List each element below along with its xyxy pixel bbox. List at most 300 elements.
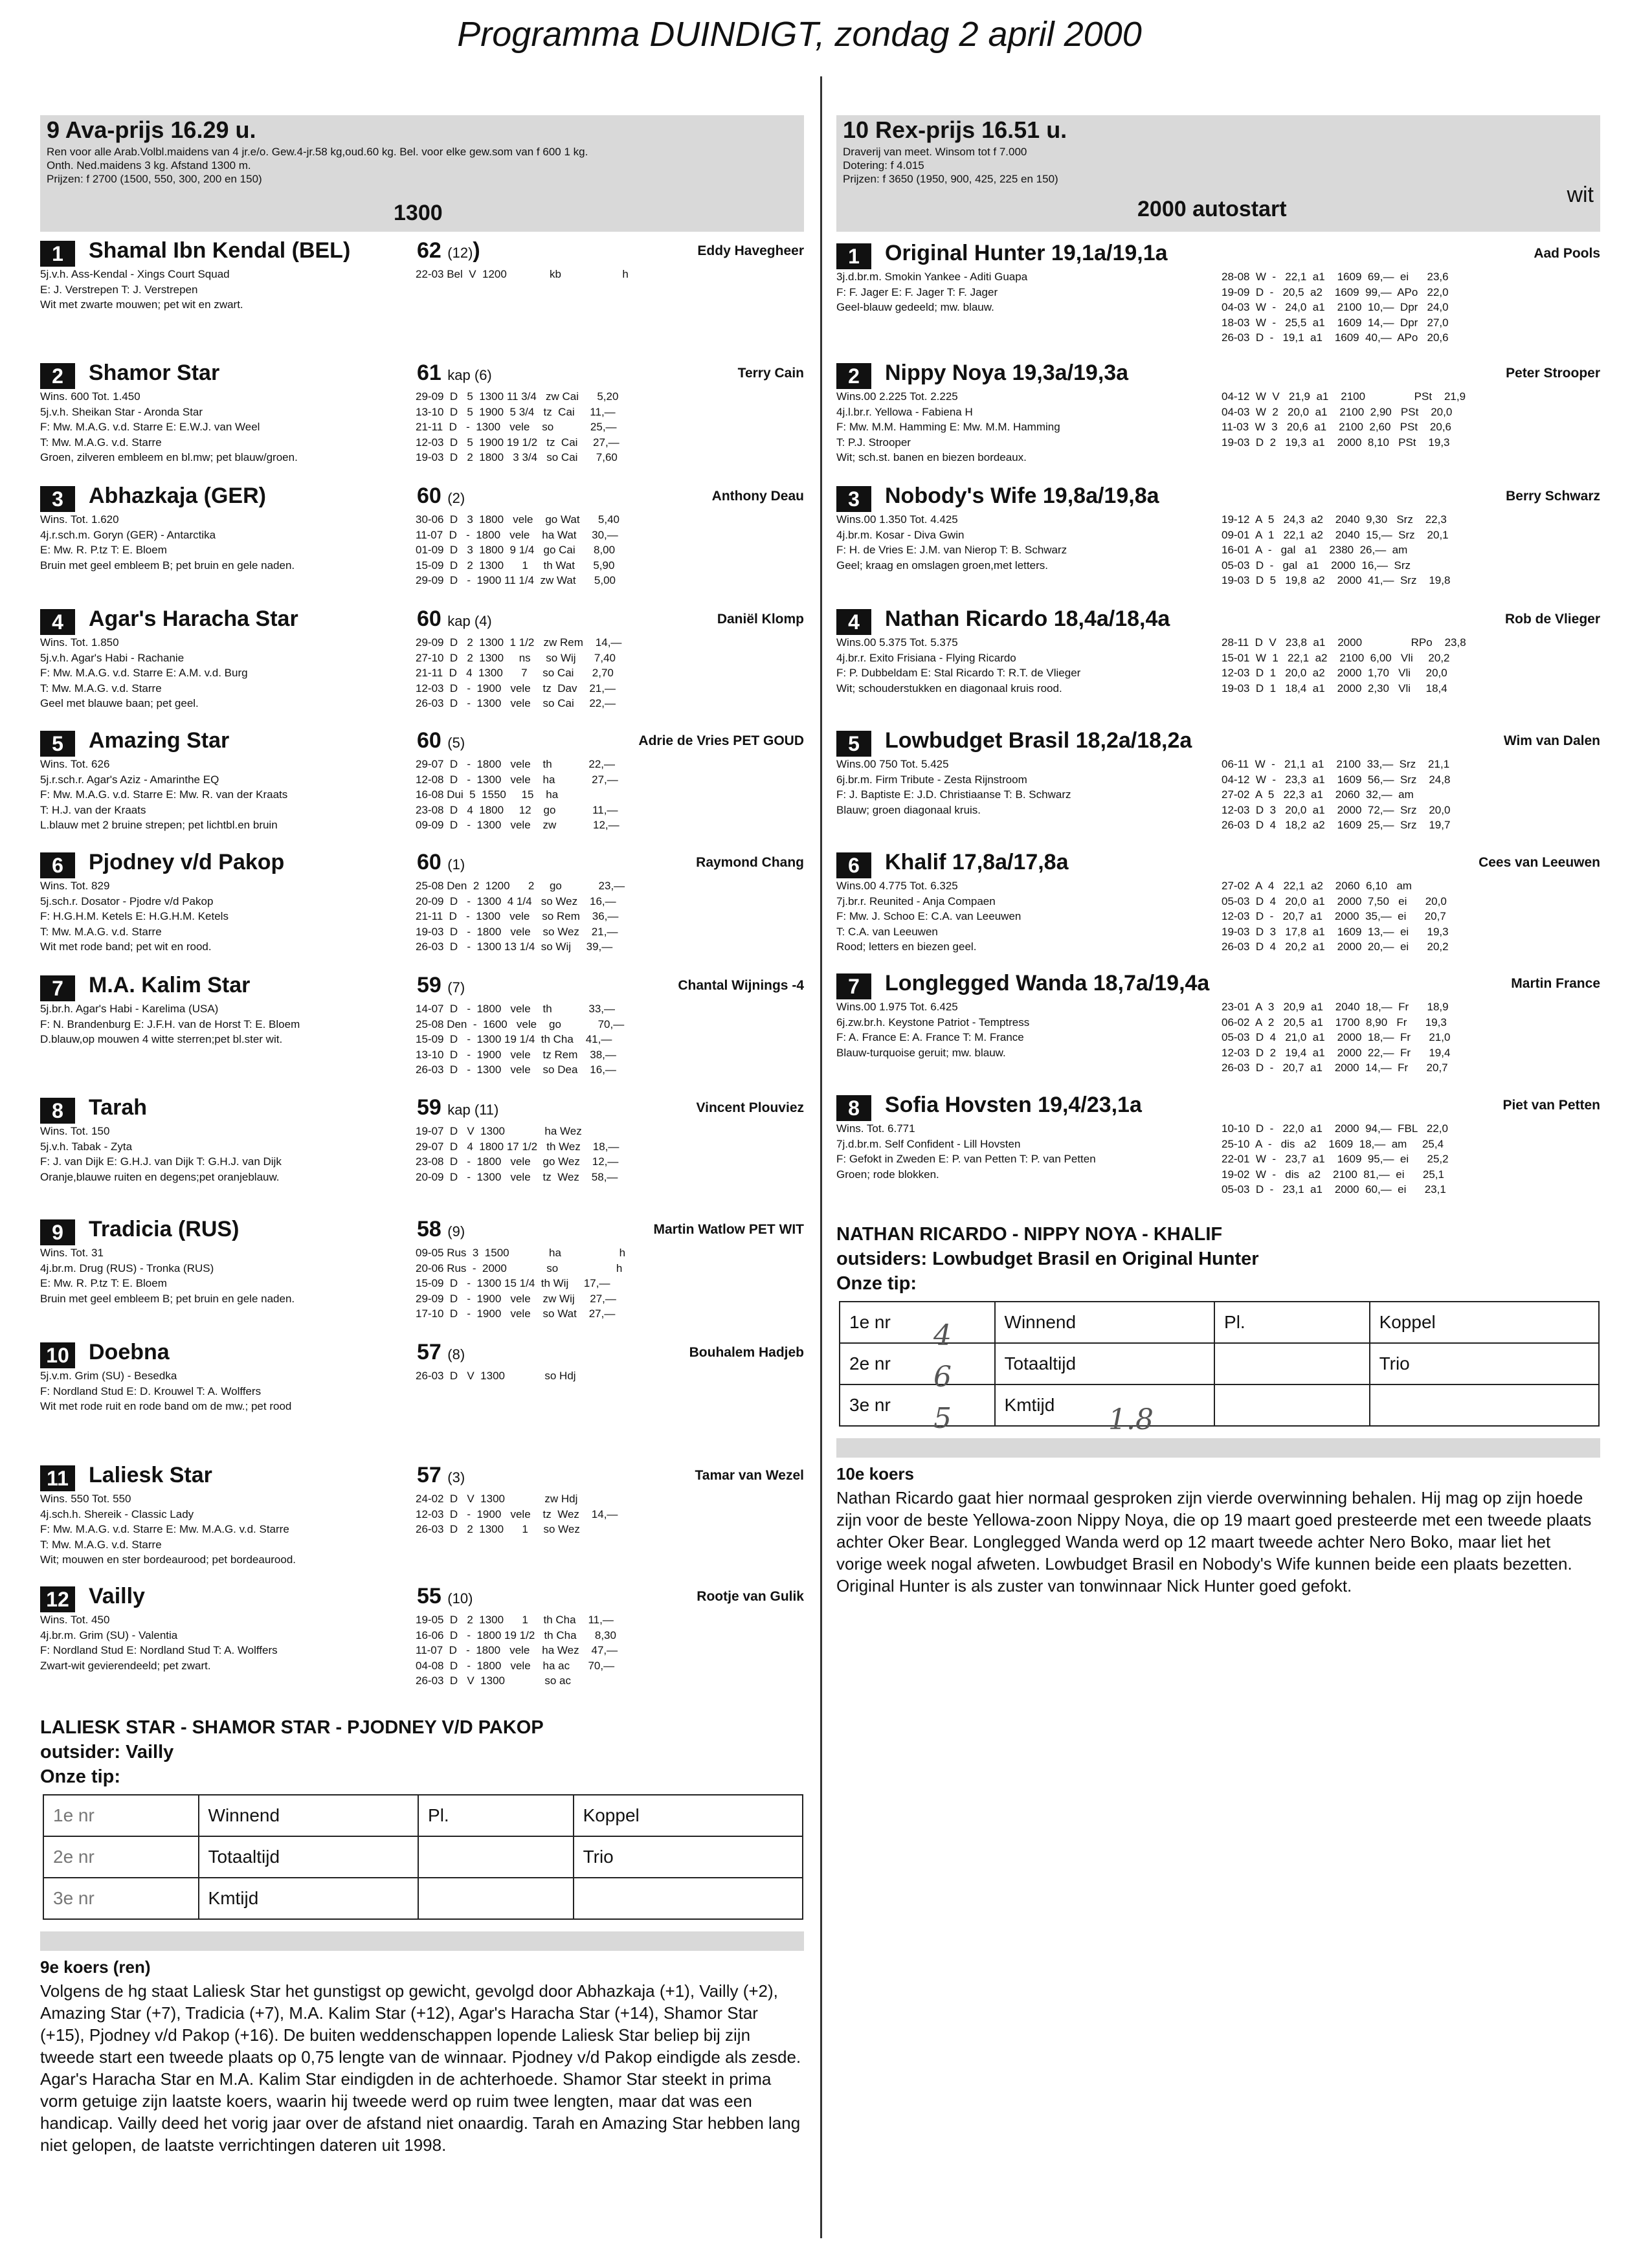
horse-number: 2 <box>40 363 75 389</box>
horse-name: Sofia Hovsten 19,4/23,1a <box>885 1093 1142 1117</box>
jockey-name: Martin Watlow PET WIT <box>653 1222 804 1237</box>
form-row: 29-09 D - 1900 vele zw Wij 27,— <box>416 1292 616 1305</box>
weight <box>417 1217 465 1242</box>
info-line: F: J. van Dijk E: G.H.J. van Dijk T: G.H.J. van Dijk <box>40 1155 282 1168</box>
tip-header: Onze tip: <box>40 1766 121 1787</box>
form-row: 14-07 D - 1800 vele th 33,— <box>416 1003 616 1015</box>
form-row: 05-03 D - 23,1 a1 2000 60,— ei 23,1 <box>1222 1183 1446 1195</box>
form-row: 12-03 D - 20,7 a1 2000 35,— ei 20,7 <box>1222 910 1446 922</box>
form-row: 30-06 D 3 1800 vele go Wat 5,40 <box>416 513 620 526</box>
tip-cell: Pl. <box>418 1795 574 1836</box>
tip-section <box>40 1715 804 2156</box>
form-row: 12-03 D 2 19,4 a1 2000 22,— Fr 19,4 <box>1222 1046 1451 1059</box>
horse-info <box>40 1124 429 1184</box>
info-line: 5j.v.h. Tabak - Zyta <box>40 1140 133 1153</box>
form-table <box>1222 389 1610 450</box>
tip-cell: Totaaltijd <box>199 1836 418 1878</box>
form-row: 21-11 D - 1300 vele so Rem 36,— <box>416 910 619 922</box>
draw-position: (1) <box>447 856 465 873</box>
tip-cell: Winnend <box>199 1795 418 1836</box>
horse-entry <box>836 361 1600 477</box>
tip-outsider: outsiders: Lowbudget Brasil en Original Hunter <box>836 1249 1259 1269</box>
info-line: 6j.br.m. Firm Tribute - Zesta Rijnstroom <box>836 773 1027 786</box>
tip-cell: 2e nr <box>43 1836 199 1878</box>
form-row: 22-01 W - 23,7 a1 1609 95,— ei 25,2 <box>1222 1153 1449 1165</box>
form-row: 10-10 D - 22,0 a1 2000 94,— FBL 22,0 <box>1222 1122 1448 1135</box>
form-row: 17-10 D - 1900 vele so Wat 27,— <box>416 1307 616 1320</box>
horse-number: 2 <box>836 363 871 389</box>
form-table <box>416 1245 804 1322</box>
form-row: 09-01 A 1 22,1 a2 2040 15,— Srz 20,1 <box>1222 528 1449 541</box>
form-row: 23-08 D - 1800 vele go Wez 12,— <box>416 1155 619 1168</box>
form-row: 28-11 D V 23,8 a1 2000 RPo 23,8 <box>1222 636 1466 649</box>
form-row: 29-09 D - 1900 11 1/4 zw Wat 5,00 <box>416 574 616 586</box>
jockey-name: Adrie de Vries PET GOUD <box>638 733 804 748</box>
form-row: 05-03 D 4 20,0 a1 2000 7,50 ei 20,0 <box>1222 895 1447 907</box>
form-row: 15-09 D - 1300 15 1/4 th Wij 17,— <box>416 1277 610 1289</box>
form-row: 26-03 D - 19,1 a1 1609 40,— APo 20,6 <box>1222 331 1449 344</box>
form-row: 04-03 W - 24,0 a1 2100 10,— Dpr 24,0 <box>1222 301 1449 313</box>
form-row: 26-03 D - 1300 vele so Cai 22,— <box>416 697 616 709</box>
tip-cell: Totaaltijd <box>995 1343 1214 1384</box>
form-row: 27-10 D 2 1300 ns so Wij 7,40 <box>416 651 616 664</box>
info-line: Zwart-wit gevierendeeld; pet zwart. <box>40 1659 211 1672</box>
weight <box>417 361 492 386</box>
form-row: 01-09 D 3 1800 9 1/4 go Cai 8,00 <box>416 544 616 556</box>
horse-name: Shamal Ibn Kendal (BEL) <box>89 238 351 263</box>
info-line: Oranje,blauwe ruiten en degens;pet oranjeblauw. <box>40 1170 280 1183</box>
form-row: 18-03 W - 25,5 a1 1609 14,— Dpr 27,0 <box>1222 316 1449 329</box>
info-line: Wins. Tot. 1.620 <box>40 513 119 526</box>
info-line: F: Mw. J. Schoo E: C.A. van Leeuwen <box>836 910 1021 922</box>
info-line: Wit met rode band; pet wit en rood. <box>40 940 212 953</box>
jockey-name: Raymond Chang <box>696 855 804 870</box>
form-table <box>416 512 804 588</box>
horse-entry <box>836 1093 1600 1209</box>
tip-picks: NATHAN RICARDO - NIPPY NOYA - KHALIF <box>836 1224 1223 1245</box>
form-row: 21-11 D 4 1300 7 so Cai 2,70 <box>416 667 614 679</box>
horse-name: Nathan Ricardo 18,4a/18,4a <box>885 606 1170 631</box>
form-row: 19-12 A 5 24,3 a2 2040 9,30 Srz 22,3 <box>1222 513 1447 526</box>
info-line: T: Mw. M.A.G. v.d. Starre <box>40 682 162 695</box>
condition-line: Prijzen: f 2700 (1500, 550, 300, 200 en 150) <box>47 173 262 185</box>
condition-line: Onth. Ned.maidens 3 kg. Afstand 1300 m. <box>47 159 251 172</box>
weight-value: 60 <box>417 606 441 631</box>
jockey-name: Rootje van Gulik <box>697 1589 804 1604</box>
tip-header: Onze tip: <box>836 1273 917 1294</box>
horse-number: 9 <box>40 1219 75 1245</box>
tip-picks: LALIESK STAR - SHAMOR STAR - PJODNEY V/D PAKOP <box>40 1717 544 1738</box>
form-row: 25-08 Den - 1600 vele go 70,— <box>416 1017 625 1030</box>
weight <box>417 973 465 998</box>
info-line: Wins. 550 Tot. 550 <box>40 1493 131 1505</box>
form-row: 19-02 W - dis a2 2100 81,— ei 25,1 <box>1222 1168 1444 1181</box>
horse-info <box>836 1121 1225 1182</box>
form-row: 06-02 A 2 20,5 a1 1700 8,90 Fr 19,3 <box>1222 1016 1447 1028</box>
horse-info <box>836 878 1225 955</box>
horse-entry <box>836 606 1600 723</box>
handwritten-mark: 1.8 <box>1108 1403 1154 1436</box>
form-row: 09-09 D - 1300 vele zw 12,— <box>416 819 620 831</box>
form-row: 12-03 D - 1900 vele tz Wez 14,— <box>416 1507 618 1520</box>
info-line: Groen; rode blokken. <box>836 1168 939 1181</box>
horse-entry <box>40 1340 804 1456</box>
tip-cell: Trio <box>1370 1343 1599 1384</box>
horse-entry <box>836 728 1600 845</box>
separator-bar <box>40 1931 804 1951</box>
info-line: 5j.br.h. Agar's Habi - Karelima (USA) <box>40 1003 219 1015</box>
form-row: 19-09 D - 20,5 a2 1609 99,— APo 22,0 <box>1222 285 1449 298</box>
horse-number: 1 <box>836 243 871 269</box>
form-table <box>1222 1121 1610 1197</box>
tip-cell <box>418 1836 574 1878</box>
info-line: 4j.sch.h. Shereik - Classic Lady <box>40 1507 194 1520</box>
horse-entry <box>40 606 804 723</box>
form-row: 13-10 D - 1900 vele tz Rem 38,— <box>416 1048 616 1061</box>
race-distance: 2000 autostart <box>1137 197 1287 221</box>
draw-position: (12) <box>447 245 473 261</box>
horse-number: 6 <box>40 852 75 878</box>
info-line: T: H.J. van der Kraats <box>40 803 146 816</box>
weight-value: 60 <box>417 850 441 874</box>
form-row: 19-03 D - 1800 vele so Wez 21,— <box>416 925 618 938</box>
form-row: 25-08 Den 2 1200 2 go 23,— <box>416 880 625 892</box>
horse-number: 3 <box>40 486 75 512</box>
tip-cell: 3e nr <box>43 1878 199 1919</box>
form-row: 19-07 D V 1300 ha Wez <box>416 1125 582 1137</box>
form-table <box>1222 878 1610 955</box>
horse-entry <box>40 1095 804 1212</box>
form-row: 19-03 D 1 18,4 a1 2000 2,30 Vli 18,4 <box>1222 682 1447 695</box>
horse-entry <box>40 484 804 600</box>
horse-name: Amazing Star <box>89 728 230 753</box>
weight <box>417 484 465 509</box>
info-line: Wit; mouwen en ster bordeaurood; pet bordeaurood. <box>40 1553 296 1566</box>
horse-info <box>40 1491 429 1568</box>
draw-position: (8) <box>447 1346 465 1362</box>
tip-cell <box>1214 1343 1370 1384</box>
weight <box>417 850 465 875</box>
form-row: 12-03 D 5 1900 19 1/2 tz Cai 27,— <box>416 436 620 449</box>
tip-cell: 3e nr <box>840 1384 995 1426</box>
info-line: E: J. Verstrepen T: J. Verstrepen <box>40 283 198 296</box>
info-line: Geel met blauwe baan; pet geel. <box>40 697 199 709</box>
draw-position: kap (4) <box>447 613 492 629</box>
weight-value: 62 <box>417 238 441 263</box>
weight <box>417 606 492 632</box>
info-line: Wins.00 750 Tot. 5.425 <box>836 758 949 770</box>
tip-cell: Kmtijd <box>995 1384 1214 1426</box>
info-line: Wins. Tot. 6.771 <box>836 1122 915 1135</box>
horse-entry <box>836 484 1600 600</box>
form-row: 16-06 D - 1800 19 1/2 th Cha 8,30 <box>416 1629 616 1641</box>
race-header <box>836 115 1600 232</box>
form-row: 04-12 W - 23,3 a1 1609 56,— Srz 24,8 <box>1222 773 1451 786</box>
form-table <box>416 635 804 711</box>
tip-cell: Koppel <box>1370 1302 1599 1343</box>
horse-name: Nippy Noya 19,3a/19,3a <box>885 361 1129 385</box>
form-table <box>416 267 804 282</box>
horse-name: Original Hunter 19,1a/19,1a <box>885 241 1168 265</box>
tip-cell <box>574 1878 803 1919</box>
form-table <box>416 757 804 833</box>
jockey-name: Tamar van Wezel <box>695 1468 804 1483</box>
horse-name: Nobody's Wife 19,8a/19,8a <box>885 484 1159 508</box>
form-row: 29-09 D 2 1300 1 1/2 zw Rem 14,— <box>416 636 622 649</box>
horse-info <box>836 269 1225 315</box>
trainer-name: Rob de Vlieger <box>1504 612 1600 627</box>
jockey-name: Anthony Deau <box>711 489 804 504</box>
tip-outsider: outsider: Vailly <box>40 1742 174 1762</box>
form-table <box>416 1124 804 1184</box>
horse-number: 8 <box>40 1098 75 1124</box>
info-line: F: J. Baptiste E: J.D. Christiaanse T: B. Schwarz <box>836 788 1071 801</box>
info-line: E: Mw. R. P.tz T: E. Bloem <box>40 1277 167 1289</box>
draw-position: kap (11) <box>447 1102 499 1118</box>
trainer-name: Aad Pools <box>1534 246 1600 261</box>
horse-number: 5 <box>836 731 871 757</box>
form-row: 11-07 D - 1800 vele ha Wez 47,— <box>416 1644 618 1656</box>
race-conditions <box>843 145 1594 186</box>
weight <box>417 238 480 263</box>
info-line: 4j.r.sch.m. Goryn (GER) - Antarctika <box>40 528 216 541</box>
info-line: F: H.G.H.M. Ketels E: H.G.H.M. Ketels <box>40 910 229 922</box>
form-row: 12-03 D - 1900 vele tz Dav 21,— <box>416 682 616 695</box>
horse-info <box>836 999 1225 1060</box>
info-line: Geel; kraag en omslagen groen,met letters. <box>836 559 1048 572</box>
form-row: 20-09 D - 1300 vele tz Wez 58,— <box>416 1170 618 1183</box>
form-table <box>416 1491 804 1537</box>
info-line: Wins. Tot. 626 <box>40 758 110 770</box>
info-line: 5j.v.h. Ass-Kendal - Xings Court Squad <box>40 268 230 280</box>
form-row: 13-10 D 5 1900 5 3/4 tz Cai 11,— <box>416 405 616 418</box>
form-row: 05-03 D 4 21,0 a1 2000 18,— Fr 21,0 <box>1222 1031 1451 1043</box>
form-row: 29-09 D 5 1300 11 3/4 zw Cai 5,20 <box>416 390 619 403</box>
horse-info <box>40 878 429 955</box>
horse-name: Abhazkaja (GER) <box>89 484 266 508</box>
info-line: T: C.A. van Leeuwen <box>836 925 938 938</box>
form-row: 20-09 D - 1300 4 1/4 so Wez 16,— <box>416 895 616 907</box>
horse-name: Longlegged Wanda 18,7a/19,4a <box>885 971 1210 995</box>
form-row: 12-03 D 1 20,0 a2 2000 1,70 Vli 20,0 <box>1222 667 1447 679</box>
info-line: 4j.br.r. Exito Frisiana - Flying Ricardo <box>836 651 1016 664</box>
info-line: Wins. Tot. 1.850 <box>40 636 119 649</box>
race-header <box>40 115 804 232</box>
weight-value: 60 <box>417 728 441 753</box>
info-line: 4j.l.br.r. Yellowa - Fabiena H <box>836 405 973 418</box>
jockey-name: Chantal Wijnings -4 <box>678 978 804 993</box>
trainer-name: Wim van Dalen <box>1503 733 1600 748</box>
form-row: 04-03 W 2 20,0 a1 2100 2,90 PSt 20,0 <box>1222 405 1453 418</box>
info-line: Groen, zilveren embleem en bl.mw; pet blauw/groen. <box>40 451 298 463</box>
info-line: F: Gefokt in Zweden E: P. van Petten T: P. van Petten <box>836 1153 1096 1165</box>
jockey-name: Bouhalem Hadjeb <box>689 1345 804 1360</box>
horse-number: 8 <box>836 1095 871 1121</box>
horse-info <box>40 1612 429 1673</box>
horse-entry <box>40 1584 804 1700</box>
draw-position: (5) <box>447 735 465 751</box>
draw-position: (3) <box>447 1469 465 1485</box>
info-line: 4j.br.m. Kosar - Diva Gwin <box>836 528 965 541</box>
horse-entry <box>836 971 1600 1087</box>
form-row: 19-03 D 2 19,3 a1 2000 8,10 PSt 19,3 <box>1222 436 1450 449</box>
horse-number: 12 <box>40 1586 75 1612</box>
jockey-name: Vincent Plouviez <box>696 1100 804 1115</box>
form-table <box>416 389 804 465</box>
horse-info <box>836 635 1225 696</box>
horse-number: 4 <box>836 609 871 635</box>
form-row: 26-03 D 4 18,2 a2 1609 25,— Srz 19,7 <box>1222 819 1451 831</box>
form-table <box>416 878 804 955</box>
info-line: F: Mw. M.A.G. v.d. Starre E: A.M. v.d. Burg <box>40 667 248 679</box>
weight-value: 58 <box>417 1217 441 1241</box>
form-row: 09-05 Rus 3 1500 ha h <box>416 1247 626 1259</box>
horse-name: Tradicia (RUS) <box>89 1217 240 1241</box>
weight-value: 55 <box>417 1584 441 1608</box>
tip-section <box>836 1222 1600 1597</box>
horse-entry <box>40 728 804 845</box>
form-row: 26-03 D 4 20,2 a1 2000 20,— ei 20,2 <box>1222 940 1449 953</box>
horse-info <box>40 1001 429 1047</box>
handwritten-mark: 6 <box>933 1361 952 1394</box>
horse-info <box>40 512 429 573</box>
form-table <box>1222 635 1610 696</box>
horse-number: 6 <box>836 852 871 878</box>
horse-name: Pjodney v/d Pakop <box>89 850 285 874</box>
tip-form <box>839 1301 1600 1427</box>
horse-name: Doebna <box>89 1340 170 1364</box>
info-line: Blauw-turquoise geruit; mw. blauw. <box>836 1046 1006 1059</box>
weight <box>417 1095 498 1120</box>
column-divider <box>820 76 822 2238</box>
info-line: Wins.00 4.775 Tot. 6.325 <box>836 880 958 892</box>
info-line: Wit; sch.st. banen en biezen bordeaux. <box>836 451 1027 463</box>
form-row: 15-09 D - 1300 19 1/4 th Cha 41,— <box>416 1033 612 1045</box>
horse-name: Lowbudget Brasil 18,2a/18,2a <box>885 728 1192 753</box>
draw-position: kap (6) <box>447 367 492 383</box>
tip-cell: Kmtijd <box>199 1878 418 1919</box>
form-row: 11-07 D - 1800 vele ha Wat 30,— <box>416 528 618 541</box>
form-row: 06-11 W - 21,1 a1 2100 33,— Srz 21,1 <box>1222 758 1450 770</box>
race-name: 10 Rex-prijs 16.51 u. <box>843 117 1067 143</box>
weight-value: 59 <box>417 973 441 997</box>
form-row: 12-03 D 3 20,0 a1 2000 72,— Srz 20,0 <box>1222 803 1451 816</box>
info-line: Wins.00 2.225 Tot. 2.225 <box>836 390 958 403</box>
horse-name: M.A. Kalim Star <box>89 973 251 997</box>
horse-name: Khalif 17,8a/17,8a <box>885 850 1069 874</box>
trainer-name: Piet van Petten <box>1502 1098 1600 1113</box>
horse-entry <box>836 850 1600 966</box>
tip-cell: 1e nr <box>840 1302 995 1343</box>
info-line: T: Mw. M.A.G. v.d. Starre <box>40 925 162 938</box>
horse-name: Agar's Haracha Star <box>89 606 298 631</box>
handwritten-mark: 4 <box>933 1319 952 1352</box>
condition-line: Dotering: f 4.015 <box>843 159 924 172</box>
info-line: Wins. Tot. 31 <box>40 1247 104 1259</box>
horse-name: Shamor Star <box>89 361 220 385</box>
form-table <box>416 1368 804 1384</box>
tip-cell: Koppel <box>574 1795 803 1836</box>
race-distance: 1300 <box>394 201 443 225</box>
tip-cell: Pl. <box>1214 1302 1370 1343</box>
horse-entry <box>40 850 804 966</box>
tip-cell: 1e nr <box>43 1795 199 1836</box>
horse-name: Vailly <box>89 1584 145 1608</box>
weight <box>417 728 465 753</box>
horse-number: 1 <box>40 241 75 267</box>
horse-number: 5 <box>40 731 75 757</box>
jockey-name: Eddy Havegheer <box>697 243 804 258</box>
draw-position: (7) <box>447 979 465 995</box>
info-line: F: Mw. M.M. Hamming E: Mw. M.M. Hamming <box>836 421 1060 433</box>
horse-entry <box>40 1217 804 1333</box>
info-line: 5j.sch.r. Dosator - Pjodre v/d Pakop <box>40 895 214 907</box>
trainer-name: Martin France <box>1511 976 1600 991</box>
info-line: 5j.r.sch.r. Agar's Aziz - Amarinthe EQ <box>40 773 219 786</box>
commentary-title: 10e koers <box>836 1464 914 1484</box>
horse-info <box>40 635 429 711</box>
weight-value: 59 <box>417 1095 441 1120</box>
info-line: Geel-blauw gedeeld; mw. blauw. <box>836 301 994 313</box>
info-line: F: Mw. M.A.G. v.d. Starre E: E.W.J. van Weel <box>40 421 260 433</box>
weight-value: 61 <box>417 361 441 385</box>
form-row: 26-03 D - 1300 vele so Dea 16,— <box>416 1063 616 1076</box>
info-line: F: Mw. M.A.G. v.d. Starre E: Mw. R. van der Kraats <box>40 788 288 801</box>
jockey-name: Daniël Klomp <box>717 612 804 627</box>
info-line: T: Mw. M.A.G. v.d. Starre <box>40 1538 162 1551</box>
info-line: Rood; letters en biezen geel. <box>836 940 977 953</box>
form-row: 19-03 D 5 19,8 a2 2000 41,— Srz 19,8 <box>1222 574 1451 586</box>
info-line: Bruin met geel embleem B; pet bruin en gele naden. <box>40 1292 295 1305</box>
horse-info <box>40 1245 429 1306</box>
form-row: 04-12 W V 21,9 a1 2100 PSt 21,9 <box>1222 390 1466 403</box>
tip-cell <box>418 1878 574 1919</box>
form-row: 25-10 A - dis a2 1609 18,— am 25,4 <box>1222 1137 1444 1150</box>
trainer-name: Peter Strooper <box>1506 366 1600 381</box>
horse-number: 7 <box>836 973 871 999</box>
form-row: 27-02 A 5 22,3 a1 2060 32,— am <box>1222 788 1414 801</box>
commentary-text: Nathan Ricardo gaat hier normaal gesproken zijn vierde overwinning behalen. Hij mag op zijn hoede zijn voor de beste Yellowa-zoon Nippy Noya, die op 19 maart goed presteerde met een tweede plaats achter Oker Bear. Longlegged Wanda werd op 12 maart tweede achter Nero Boko, maar liet het vorige week nogal afweten. Lowbudget Brasil en Nobody's Wife kunnen beide een plaats bezetten. Original Hunter is als zuster van tonwinnaar Nick Hunter goed gefokt. <box>836 1488 1592 1595</box>
form-row: 26-03 D - 20,7 a1 2000 14,— Fr 20,7 <box>1222 1062 1448 1074</box>
form-row: 24-02 D V 1300 zw Hdj <box>416 1493 578 1505</box>
horse-info <box>836 757 1225 817</box>
info-line: Wins.00 5.375 Tot. 5.375 <box>836 636 958 649</box>
colour-indicator: wit <box>1567 183 1594 207</box>
horse-info <box>40 757 429 833</box>
condition-line: Ren voor alle Arab.Volbl.maidens van 4 jr.e/o. Gew.4-jr.58 kg,oud.60 kg. Bel. voor elke gew.som van f 600 1 kg. <box>47 146 588 158</box>
form-row: 12-08 D - 1300 vele ha 27,— <box>416 773 618 786</box>
form-table <box>1222 512 1610 588</box>
weight <box>417 1584 473 1609</box>
weight-value: 57 <box>417 1463 441 1487</box>
separator-bar <box>836 1438 1600 1458</box>
trainer-name: Berry Schwarz <box>1506 489 1600 504</box>
race-name: 9 Ava-prijs 16.29 u. <box>47 117 256 143</box>
horse-info <box>40 267 429 313</box>
info-line: Wit met zwarte mouwen; pet wit en zwart. <box>40 298 243 311</box>
tip-cell: Trio <box>574 1836 803 1878</box>
tip-cell <box>1370 1384 1599 1426</box>
info-line: Wins. Tot. 829 <box>40 880 110 892</box>
tip-cell: Winnend <box>995 1302 1214 1343</box>
horse-name: Tarah <box>89 1095 148 1120</box>
info-line: 5j.v.h. Agar's Habi - Rachanie <box>40 651 184 664</box>
horse-number: 10 <box>40 1342 75 1368</box>
info-line: 7j.d.br.m. Self Confident - Lill Hovsten <box>836 1137 1021 1150</box>
horse-info <box>836 389 1225 465</box>
tip-cell: 2e nr <box>840 1343 995 1384</box>
info-line: F: Nordland Stud E: Nordland Stud T: A. Wolffers <box>40 1644 278 1656</box>
